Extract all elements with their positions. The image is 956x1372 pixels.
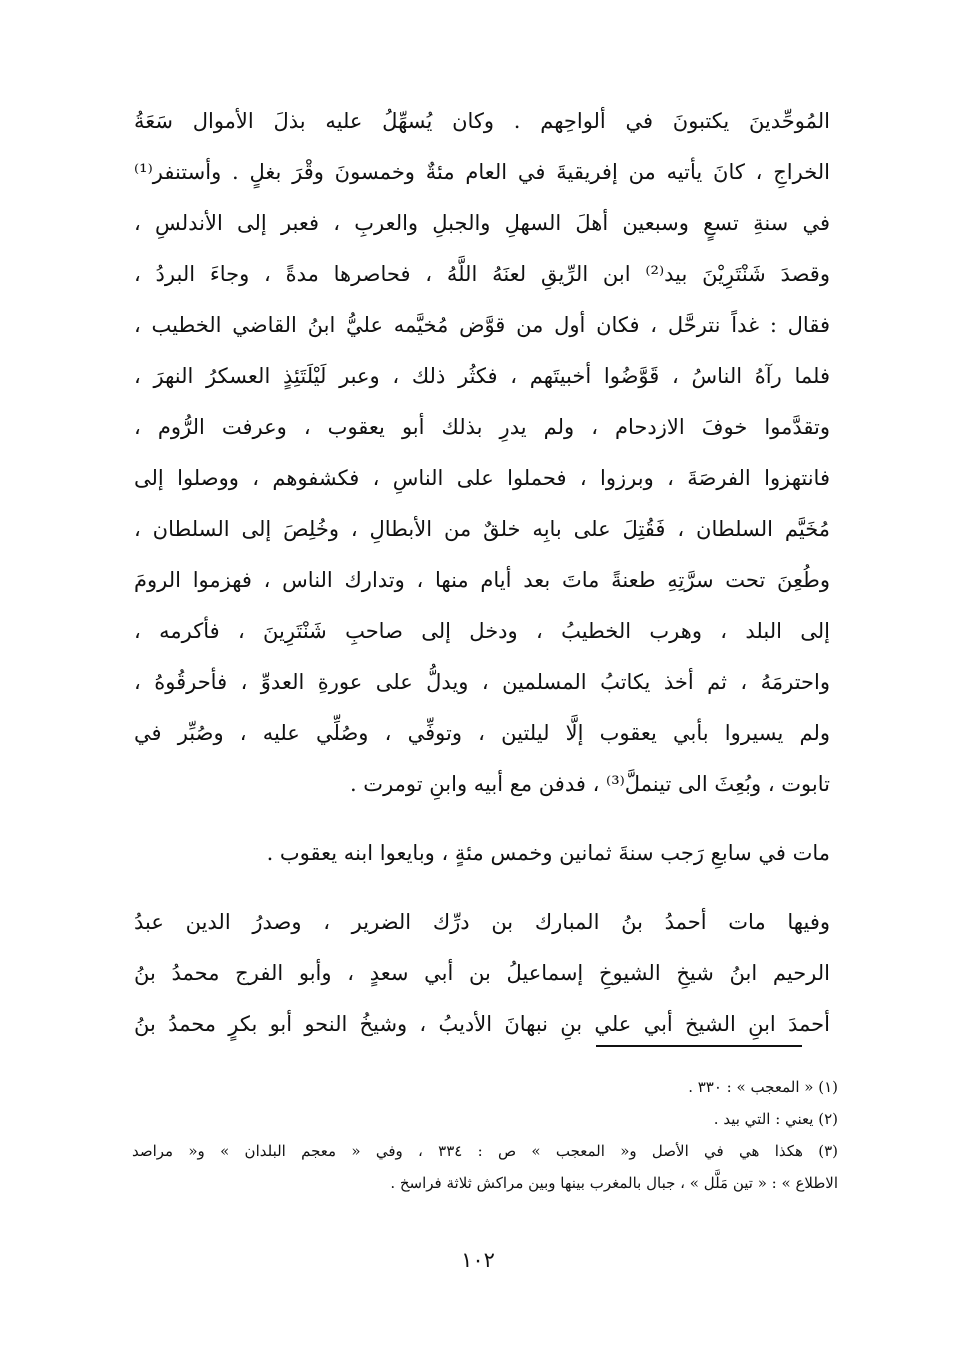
text-line: مات في سابعِ رَجب سنةَ ثمانين وخمس مئةٍ ، وبايعوا ابنه يعقوب . [266,841,830,865]
text-line: فلما رآهُ الناسُ ، قَوَّضُوا أخبيتَهم ، فكثُر ذلك ، وعبر لَيْلَتَئِذٍ العسكرُ النهرَ ، [134,364,830,388]
text-line: وقصدَ شَنْتَرِيْنَ بيد⁽²⁾ ابن الرِّيقِ لعنَهُ اللَّهُ ، فحاصرها مدةً ، وجاءَ البردُ ، [134,262,830,286]
footnote-separator [596,1045,802,1047]
text-line: إلى البلد ، وهرب الخطيبُ ، ودخل إلى صاحبِ شَنْتَرِينَ ، فأكرمه ، [134,619,830,643]
text-line: فقال : غداً نترحَّل ، فكان أول من قوَّض مُخيَّمه عليُّ ابنُ القاضي الخطيب ، [134,313,830,337]
text-line: واحترمَهُ ، ثم أخذ يكاتبُ المسلمين ، ويدلُّ على عورةِ العدوِّ ، فأحرقُوهُ ، [134,670,830,694]
text-line: أحمدَ ابنِ الشيخ أبي علي بنِ نبهانَ الأديبُ ، وشيخُ النحو أبو بكرٍ محمدُ بنُ [134,1012,830,1036]
text-line: وطُعِنَ تحت سرَّتِهِ طعنةً ماتَ بعد أيام منها ، وتدارك الناس ، فهزموا الرومَ [134,568,830,592]
footnote-2: (٢) يعني : التي بيد . [713,1110,838,1128]
text-line: ولم يسيروا بأبي يعقوب إلَّا ليلتين ، وتوفِّي ، وصُلِّي عليه ، وصُبِّر في [134,721,830,745]
footnote-1: (١) « المعجب » : ٣٣٠ . [688,1078,838,1096]
footnote-3-continued: الاطلاع » : « تين مَلَّل » ، جبال بالمغرب بينها وبين مراكش ثلاثة فراسخ . [390,1174,838,1192]
paragraph-spacer [134,810,830,828]
text-line: الخراجِ ، كانَ يأتيه من إفريقيةَ في العام مئةٌ وخمسونَ وقْرَ بغلٍ . وأستنفر⁽¹⁾ [134,160,830,184]
text-line: وتقدَّموا خوفَ الازدحام ، ولم يدرِ بذلك أبو يعقوب ، وعرفت الرُّوم ، [134,415,830,439]
text-line: الرحيم ابنُ شيخِ الشيوخِ إسماعيلُ بن أبي سعدٍ ، وأبو الفرج محمدُ بنُ [134,961,830,985]
text-line: تابوت ، وبُعِثَ الى تينملَّ⁽³⁾ ، فدفن مع أبيه وابنِ تومرت . [349,772,830,796]
text-line: في سنةِ تسعٍ وسبعين أهلَ السهلِ والجبلِ والعربِ ، فعبر إلى الأندلسِ ، [134,211,830,235]
paragraph-1 [134,96,830,810]
footnotes [132,1071,838,1199]
text-line: مُخَيَّم السلطان ، فَقُتِلَ على بابِه خلقٌ من الأبطالِ ، وخُلِصَ إلى السلطان ، [134,517,830,541]
main-text [134,96,830,1050]
paragraph-spacer [134,879,830,897]
footnote-3: (٣) هكذا هي في الأصل و« المعجب » ص : ٣٣٤ ، وفي « معجم البلدان » و« مراصد [132,1142,838,1160]
text-line: فانتهزوا الفرصَةَ ، وبرزوا ، فحملوا على الناسِ ، فكشفوهم ، ووصلوا إلى [134,466,830,490]
text-line: المُوحِّدينَ يكتبونَ في ألواحِهم . وكان يُسهِّلُ عليه بذلَ الأموال سَعَةُ [134,109,830,133]
paragraph-2 [134,828,830,879]
page-number: ١٠٢ [461,1248,495,1272]
paragraph-3 [134,897,830,1050]
text-line: وفيها مات أحمدُ بنُ المبارك بن درِّك الضرير ، وصدرُ الدين عبدُ [134,910,830,934]
